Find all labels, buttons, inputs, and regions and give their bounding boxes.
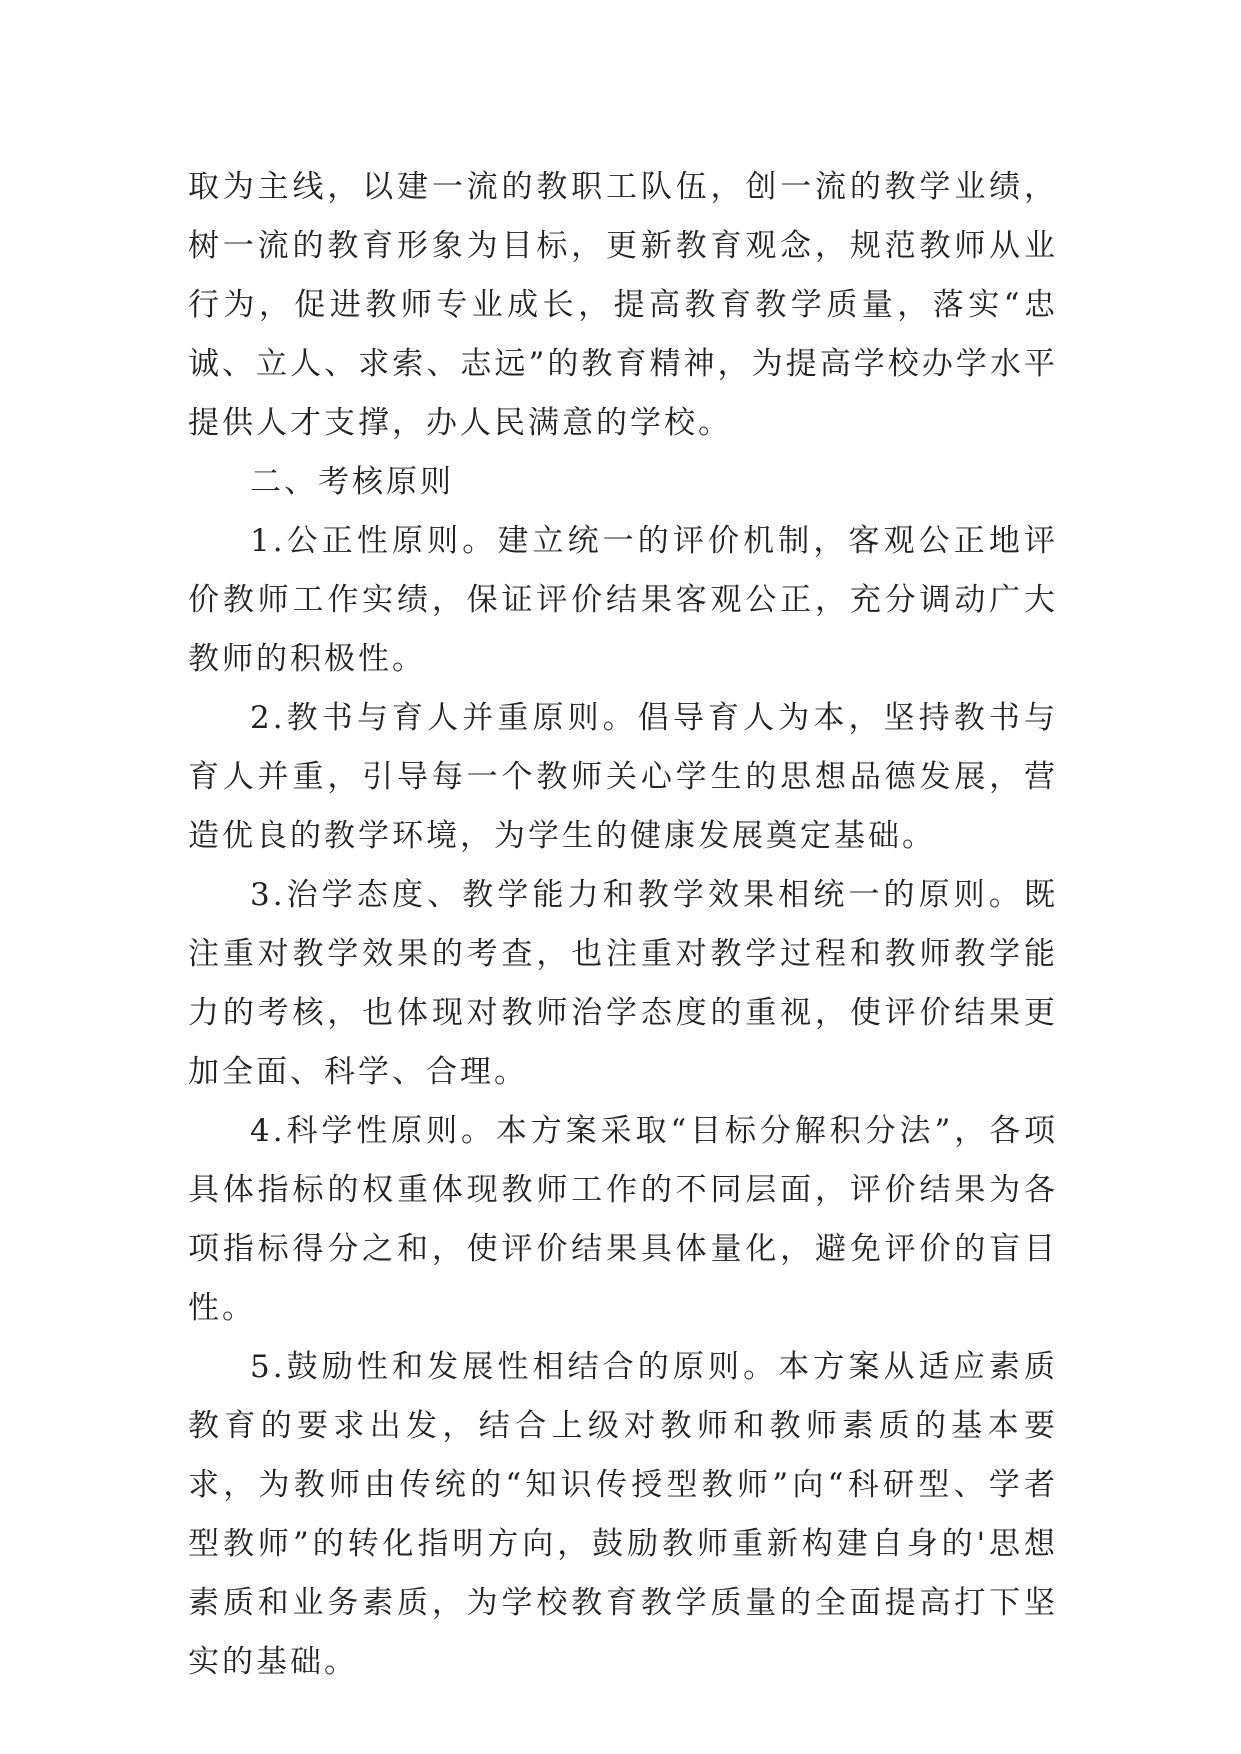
paragraph-principle-3: 3.治学态度、教学能力和教学效果相统一的原则。既注重对教学效果的考查，也注重对教学过程和教师教学能力的考核，也体现对教师治学态度的重视，使评价结果更加全面、科学、合理。 (188, 877, 1058, 1090)
section-heading-assessment-principles: 二、考核原则 (250, 464, 454, 500)
paragraph-intro-continuation: 取为主线，以建一流的教职工队伍，创一流的教学业绩，树一流的教育形象为目标，更新教育观念，规范教师从业行为，促进教师专业成长，提高教育教学质量，落实“忠诚、立人、求索、志远”的教育精神，为提高学校办学水平提供人才支撑，办人民满意的学校。 (188, 169, 1058, 441)
document-body (188, 158, 1058, 1692)
paragraph-principle-5: 5.鼓励性和发展性相结合的原则。本方案从适应素质教育的要求出发，结合上级对教师和教师素质的基本要求，为教师由传统的“知识传授型教师”向“科研型、学者型教师”的转化指明方向，鼓励教师重新构建自身的'思想素质和业务素质，为学校教育教学质量的全面提高打下坚实的基础。 (188, 1349, 1058, 1680)
paragraph-principle-4: 4.科学性原则。本方案采取“目标分解积分法”，各项具体指标的权重体现教师工作的不同层面，评价结果为各项指标得分之和，使评价结果具体量化，避免评价的盲目性。 (188, 1113, 1058, 1326)
paragraph-principle-1: 1.公正性原则。建立统一的评价机制，客观公正地评价教师工作实绩，保证评价结果客观公正，充分调动广大教师的积极性。 (188, 523, 1058, 677)
paragraph-principle-2: 2.教书与育人并重原则。倡导育人为本，坚持教书与育人并重，引导每一个教师关心学生的思想品德发展，营造优良的教学环境，为学生的健康发展奠定基础。 (188, 700, 1058, 854)
